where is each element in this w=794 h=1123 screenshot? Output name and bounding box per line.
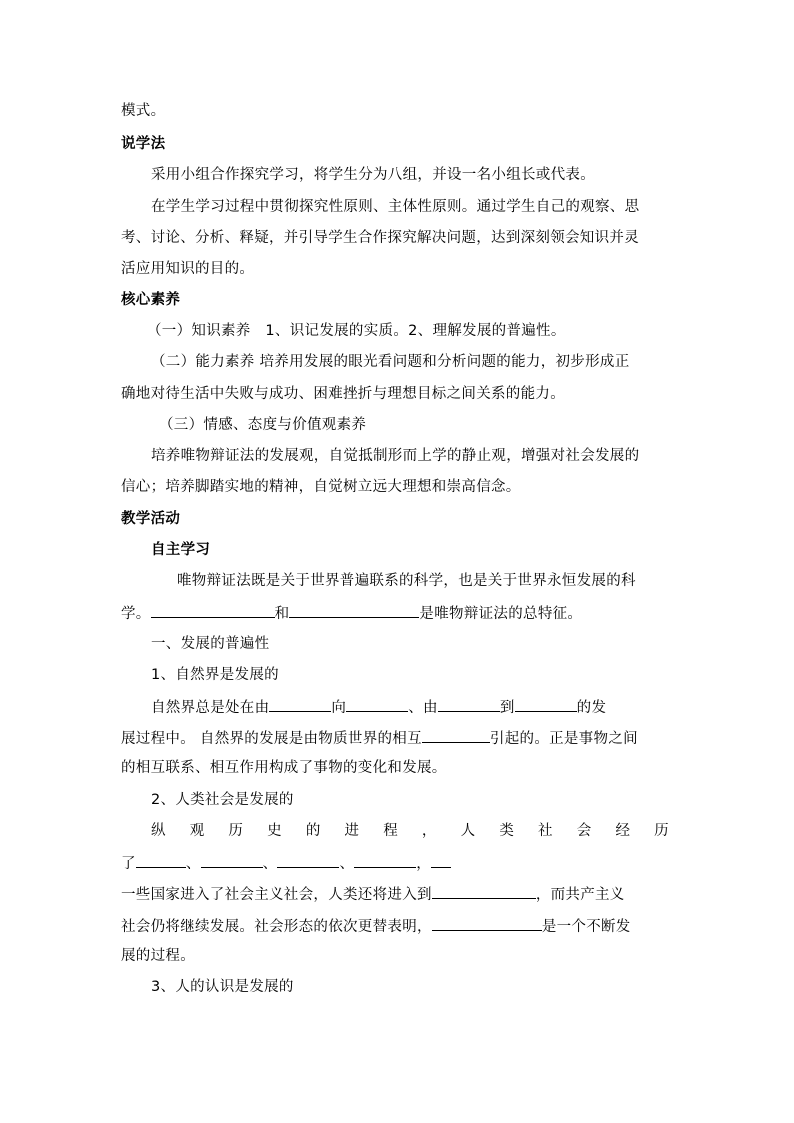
- text-char: 历: [654, 823, 669, 839]
- fill-in-line: [121, 852, 451, 874]
- text-fragment: 的发: [576, 700, 607, 716]
- blank-field[interactable]: [354, 852, 416, 868]
- blank-field[interactable]: [277, 852, 339, 868]
- text-char: 的: [305, 823, 321, 839]
- heading-learning-method: 说学法: [121, 136, 166, 152]
- text-char: 类: [499, 823, 515, 839]
- text-char: 会: [576, 823, 592, 839]
- text-fragment: 一些国家进入了社会主义社会，人类还将进入到: [121, 887, 432, 903]
- text-fragment: 到: [499, 700, 515, 716]
- text-line: （二）能力素养 培养用发展的眼光看问题和分析问题的能力，初步形成正: [151, 354, 630, 370]
- blank-field[interactable]: [438, 696, 500, 712]
- blank-field[interactable]: [515, 696, 577, 712]
- section-title: 一、发展的普遍性: [151, 636, 270, 652]
- text-fragment: 、: [262, 856, 278, 872]
- text-line: （三）情感、态度与价值观素养: [159, 417, 367, 433]
- text-fragment: 展过程中。 自然界的发展是由物质世界的相互: [121, 731, 422, 747]
- text-line: 考、讨论、分析、释疑，并引导学生合作探究解决问题，达到深刻领会知识并灵: [121, 230, 639, 246]
- blank-field[interactable]: [201, 852, 263, 868]
- text-line: 的相互联系、相互作用构成了事物的变化和发展。: [121, 760, 447, 776]
- text-line: 唯物辩证法既是关于世界普遍联系的科学，也是关于世界永恒发展的科: [177, 573, 636, 589]
- text-char: 经: [615, 823, 631, 839]
- blank-field[interactable]: [432, 915, 542, 931]
- fill-in-line: [121, 883, 625, 905]
- text-char: 历: [228, 823, 244, 839]
- text-line: 活应用知识的目的。: [121, 261, 255, 277]
- blank-field[interactable]: [151, 602, 275, 618]
- justified-line: [151, 821, 669, 841]
- text-fragment: ，而共产主义: [535, 887, 625, 903]
- blank-field[interactable]: [269, 696, 331, 712]
- text-char: 进: [344, 823, 360, 839]
- heading-self-study: 自主学习: [151, 542, 211, 558]
- text-char: 观: [189, 823, 205, 839]
- text-fragment: 了: [121, 856, 136, 872]
- blank-field[interactable]: [431, 852, 451, 868]
- fill-in-line: [121, 727, 638, 749]
- fill-in-line: [151, 696, 606, 718]
- text-line: 确地对待生活中失败与成功、困难挫折与理想目标之间关系的能力。: [121, 386, 565, 402]
- text-fragment: 自然界总是处在由: [151, 700, 270, 716]
- blank-field[interactable]: [432, 883, 536, 899]
- text-line: 在学生学习过程中贯彻探究性原则、主体性原则。通过学生自己的观察、思: [151, 199, 640, 215]
- text-line: 模式。: [121, 103, 166, 119]
- text-fragment: 、由: [408, 700, 438, 716]
- text-line: 信心；培养脚踏实地的精神，自觉树立远大理想和崇高信念。: [121, 479, 521, 495]
- text-line: 培养唯物辩证法的发展观，自觉抵制形而上学的静止观，增强对社会发展的: [151, 448, 640, 464]
- text-char: 程: [383, 823, 399, 839]
- text-char: ，: [421, 823, 437, 839]
- text-line: 展的过程。: [121, 948, 195, 964]
- text-fragment: 向: [331, 700, 347, 716]
- blank-field[interactable]: [346, 696, 408, 712]
- text-fragment: 引起的。正是事物之间: [489, 731, 638, 747]
- fill-in-line: [121, 602, 582, 624]
- text-char: 纵: [151, 823, 166, 839]
- blank-field[interactable]: [422, 727, 490, 743]
- heading-core-literacy: 核心素养: [121, 292, 181, 308]
- blank-field[interactable]: [289, 602, 419, 618]
- heading-teaching-activity: 教学活动: [121, 511, 181, 527]
- text-fragment: 学。: [121, 606, 151, 622]
- text-fragment: 、: [339, 856, 355, 872]
- subsection-title: 3、人的认识是发展的: [151, 979, 294, 995]
- text-fragment: 和: [274, 606, 290, 622]
- blank-field[interactable]: [136, 852, 186, 868]
- text-fragment: 是一个不断发: [541, 919, 631, 935]
- subsection-title: 1、自然界是发展的: [151, 667, 279, 683]
- text-fragment: 社会仍将继续发展。社会形态的依次更替表明，: [121, 919, 432, 935]
- text-char: 社: [538, 823, 553, 839]
- text-char: 人: [460, 823, 476, 839]
- text-fragment: 、: [185, 856, 201, 872]
- text-line: 采用小组合作探究学习，将学生分为八组，并设一名小组长或代表。: [151, 167, 595, 183]
- fill-in-line: [121, 915, 631, 937]
- text-fragment: 是唯物辩证法的总特征。: [419, 606, 583, 622]
- subsection-title: 2、人类社会是发展的: [151, 792, 294, 808]
- text-fragment: ，: [416, 856, 432, 872]
- text-char: 史: [267, 823, 282, 839]
- text-line: （一）知识素养 1、识记发展的实质。2、理解发展的普遍性。: [147, 323, 566, 339]
